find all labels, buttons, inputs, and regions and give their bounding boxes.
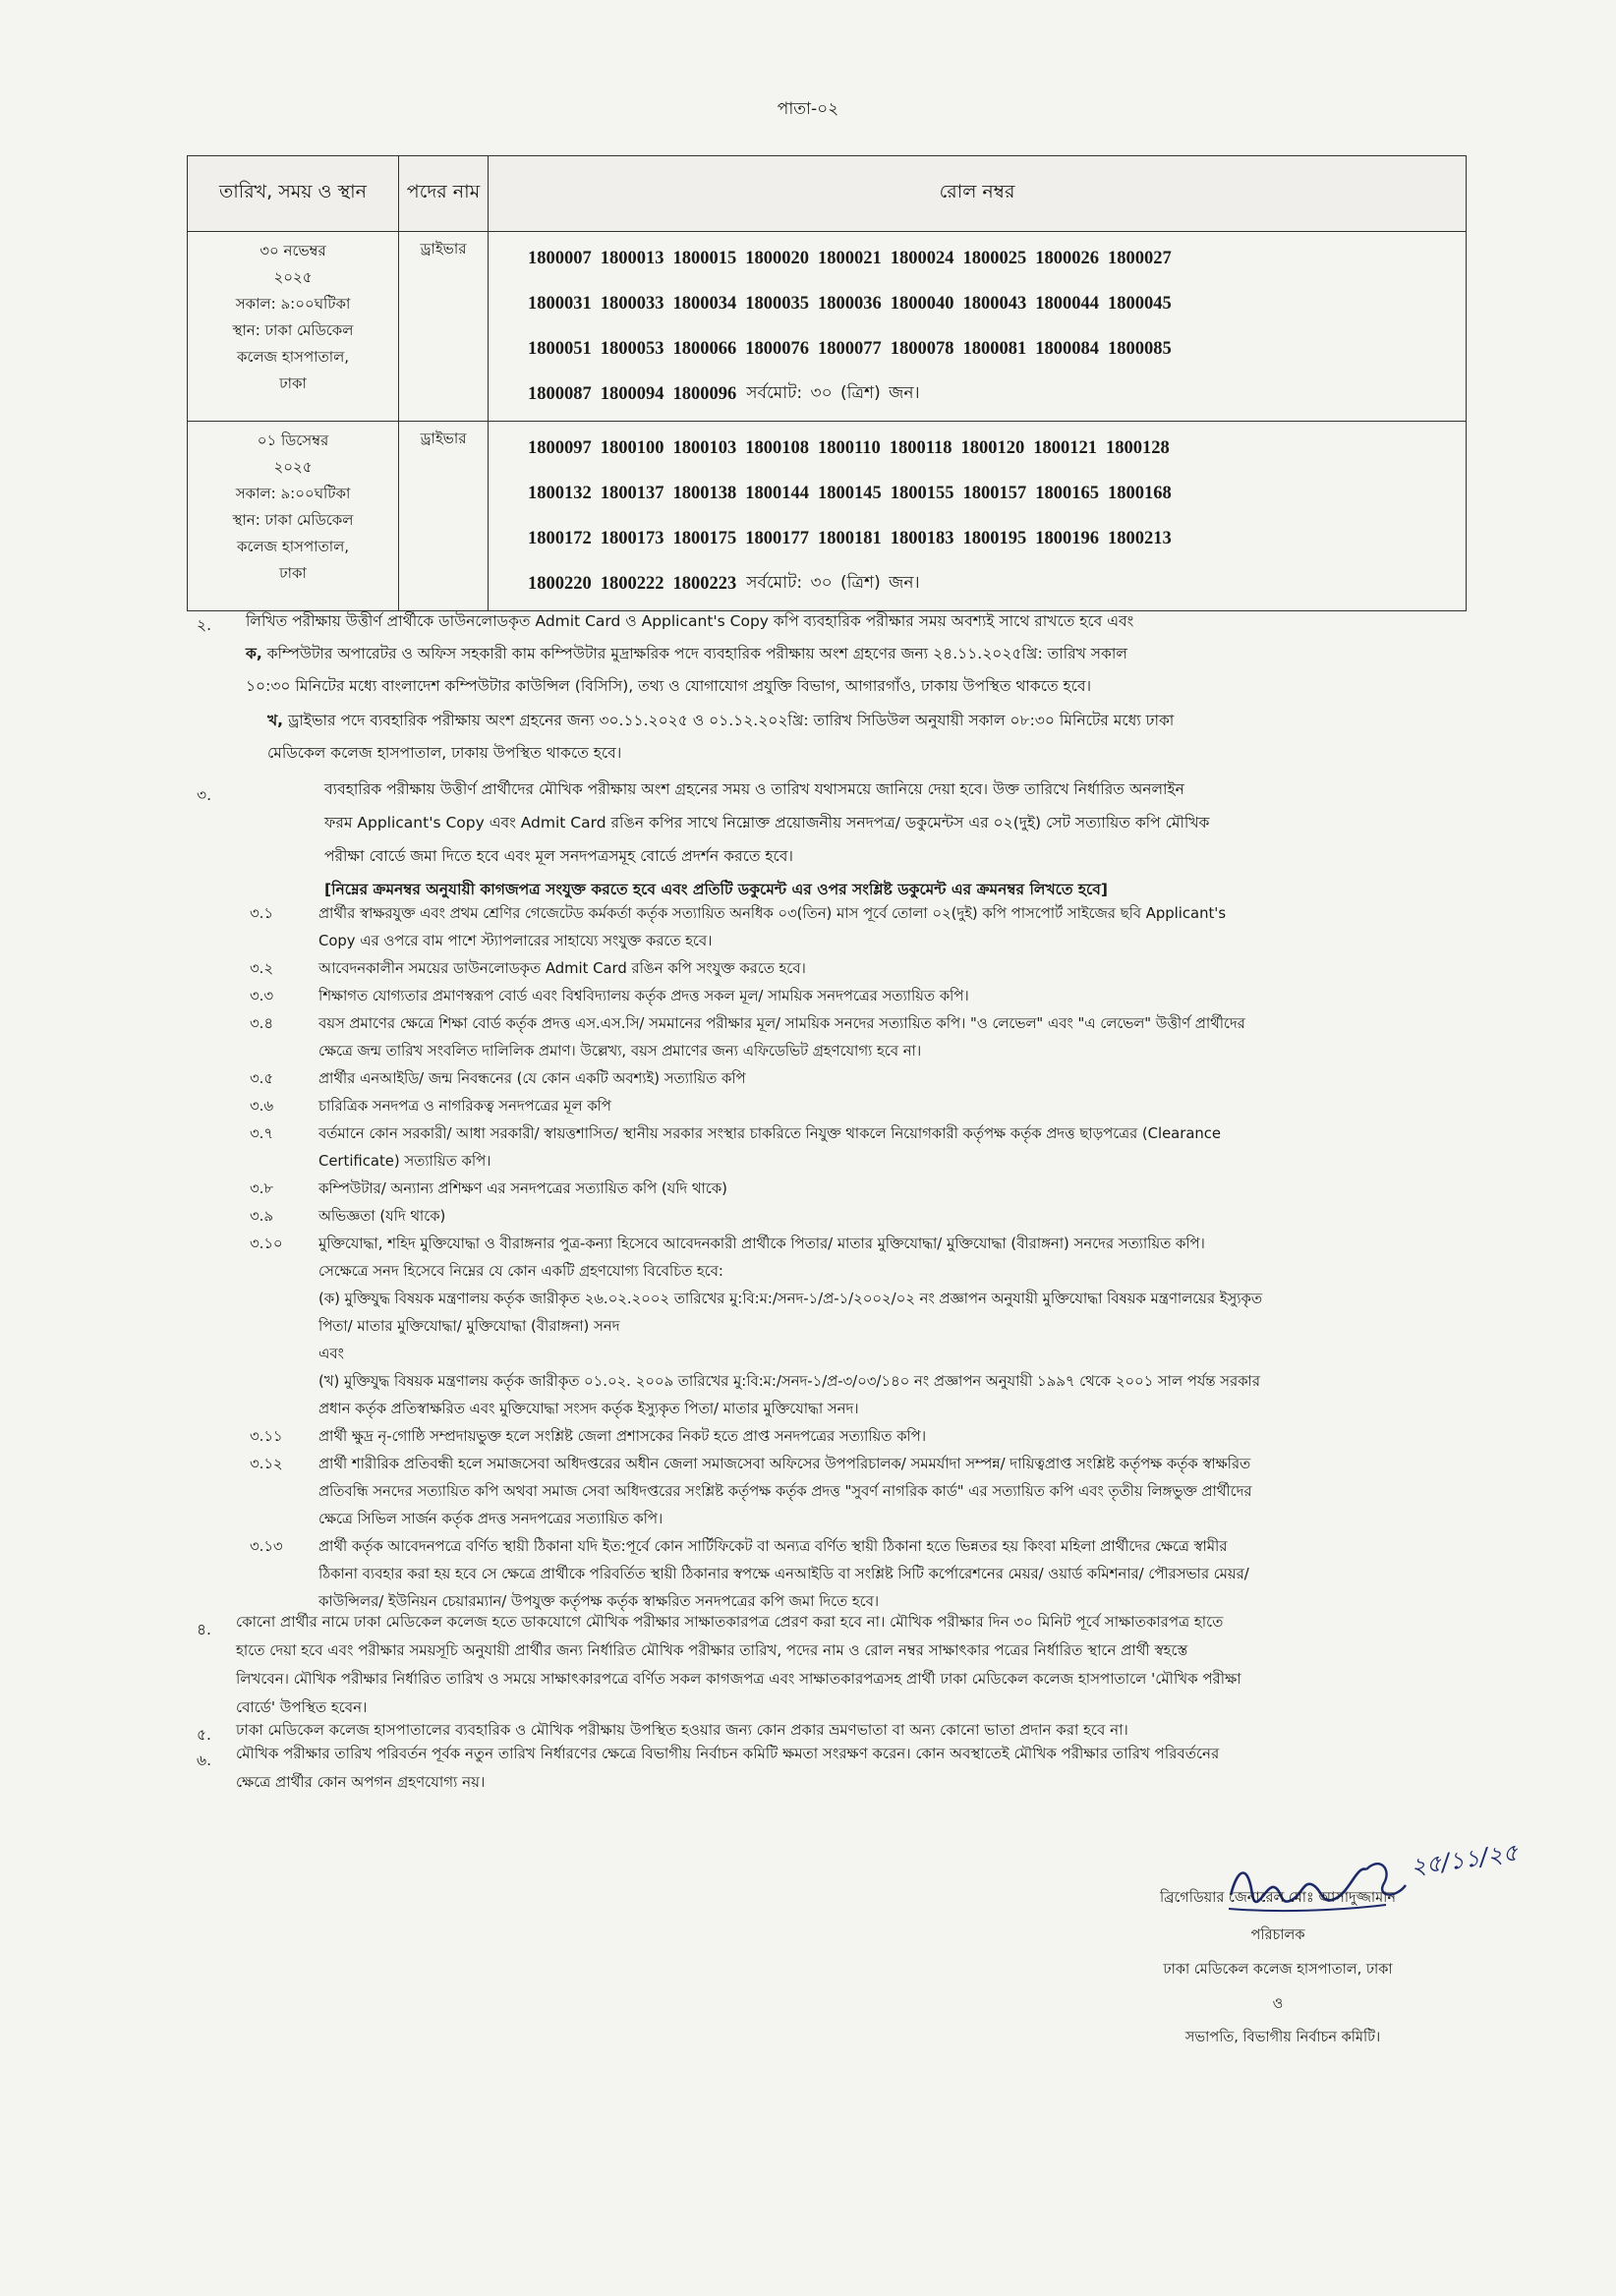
roll-number: 1800103 bbox=[672, 437, 737, 458]
roll-line bbox=[528, 561, 1458, 606]
roll-number: 1800195 bbox=[962, 528, 1027, 548]
header-date-time-place: তারিখ, সময় ও স্থান bbox=[188, 156, 399, 232]
roll-number: 1800040 bbox=[890, 293, 954, 314]
date-line: ঢাকা bbox=[279, 564, 307, 582]
sub-item-number: ৩.৮ bbox=[250, 1180, 273, 1197]
roll-number: 1800027 bbox=[1108, 248, 1172, 268]
roll-number: 1800137 bbox=[600, 483, 664, 503]
roll-line bbox=[528, 471, 1458, 516]
item-3 bbox=[324, 773, 1489, 906]
roll-number: 1800036 bbox=[818, 293, 882, 314]
sub-item-line: ক্ষেত্রে জন্ম তারিখ সংবলিত দালিলিক প্রমাণ। উল্লেখ্য, বয়স প্রমাণের জন্য এফিডেভিট গ্রহণযোগ্য হবে না। bbox=[318, 1043, 922, 1060]
sub-item-line: চারিত্রিক সনদপত্র ও নাগরিকত্ব সনদপত্রের মূল কপি bbox=[318, 1098, 611, 1115]
sub-item-text bbox=[318, 1231, 1490, 1423]
sub-item-text bbox=[318, 1451, 1490, 1533]
item-2-kha-line-2: মেডিকেল কলেজ হাসপাতাল, ঢাকায় উপস্থিত থাকতে হবে। bbox=[267, 744, 622, 762]
date-line: ৩০ নভেম্বর bbox=[260, 242, 326, 259]
roll-line bbox=[528, 281, 1458, 326]
sub-item-number: ৩.১০ bbox=[250, 1235, 283, 1252]
item-4-line-3: লিখবেন। মৌখিক পরীক্ষার নির্ধারিত তারিখ ও সময়ে সাক্ষাৎকারপত্রে বর্ণিত সকল কাগজপত্র এবং সাক্ষাতকারপত্রসহ প্রার্থী ঢাকা মেডিকেল কলেজ হাসপাতালে 'মৌখিক পরীক্ষা bbox=[236, 1670, 1241, 1688]
sub-item-line: প্রতিবন্ধি সনদের সত্যায়িত কপি অথবা সমাজ সেবা অধিদপ্তরের সংশ্লিষ্ট কর্তৃপক্ষ কর্তৃক প্রদত্ত "সুবর্ণ নাগরিক কার্ড" এর সত্যায়িত কপি এবং তৃতীয় লিঙ্গভুক্ত প্রার্থীদের bbox=[318, 1483, 1252, 1500]
date-line: ২০২৫ bbox=[273, 268, 313, 286]
sub-item-line: প্রার্থীর স্বাক্ষরযুক্ত এবং প্রথম শ্রেণির গেজেটেড কর্মকর্তা কর্তৃক সত্যায়িত অনধিক ০৩(তিন) মাস পূর্বে তোলা ০২(দুই) কপি পাসপোর্ট সাইজের ছবি Applicant's bbox=[318, 905, 1227, 922]
post-name-cell: ড্রাইভার bbox=[399, 422, 489, 611]
roll-number: 1800021 bbox=[818, 248, 882, 268]
item-6-line-2: ক্ষেত্রে প্রার্থীর কোন অপগন গ্রহণযোগ্য নয়। bbox=[236, 1773, 486, 1791]
item-5-number: ৫. bbox=[197, 1726, 211, 1744]
sub-item-text bbox=[318, 1120, 1490, 1176]
roll-number: 1800222 bbox=[600, 573, 664, 594]
sub-item-line: ক্ষেত্রে সিভিল সার্জন কর্তৃক প্রদত্ত সনদপত্রের সত্যায়িত কপি। bbox=[318, 1511, 664, 1527]
sub-item-text bbox=[318, 900, 1490, 955]
roll-number: 1800007 bbox=[528, 248, 592, 268]
date-line: কলেজ হাসপাতাল, bbox=[236, 538, 350, 555]
date-line: স্থান: ঢাকা মেডিকেল bbox=[232, 321, 354, 339]
roll-line bbox=[528, 372, 1458, 417]
roll-number: 1800015 bbox=[672, 248, 737, 268]
handwritten-date: ২৫/১১/২৫ bbox=[1409, 1838, 1520, 1881]
sub-item bbox=[250, 1010, 1490, 1065]
roll-number: 1800034 bbox=[672, 293, 737, 314]
item-2-ka: ক, কম্পিউটার অপারেটর ও অফিস সহকারী কাম কম্পিউটার মুদ্রাক্ষরিক পদে ব্যবহারিক পরীক্ষায় অংশ গ্রহণের জন্য ২৪.১১.২০২৫খ্রি: তারিখ সকাল bbox=[246, 645, 1127, 662]
roll-number: 1800044 bbox=[1035, 293, 1099, 314]
sub-item bbox=[250, 1120, 1490, 1176]
sub-item bbox=[250, 1203, 1490, 1231]
roll-number: 1800081 bbox=[962, 338, 1027, 359]
item-2-ka-line-2: ১০:৩০ মিনিটের মধ্যে বাংলাদেশ কম্পিউটার কাউন্সিল (বিসিসি), তথ্য ও যোগাযোগ প্রযুক্তি বিভাগ, আগারগাঁও, ঢাকায় উপস্থিত থাকতে হবে। bbox=[246, 677, 1092, 695]
sub-item-line: বর্তমানে কোন সরকারী/ আধা সরকারী/ স্বায়ত্তশাসিত/ স্থানীয় সরকার সংস্থার চাকরিতে নিযুক্ত থাকলে নিয়োগকারী কর্তৃপক্ষ কর্তৃক প্রদত্ত ছাড়পত্রের (Clearance bbox=[318, 1125, 1222, 1142]
sub-item-number: ৩.১২ bbox=[250, 1456, 283, 1472]
roll-number: 1800051 bbox=[528, 338, 592, 359]
item-5: ঢাকা মেডিকেল কলেজ হাসপাতালের ব্যবহারিক ও মৌখিক পরীক্ষায় উপস্থিত হওয়ার জন্য কোন প্রকার ভ্রমণভাতা বা অন্য কোনো ভাতা প্রদান করা হবে না। bbox=[236, 1721, 1128, 1739]
sub-item-text bbox=[318, 1010, 1490, 1065]
roll-number: 1800085 bbox=[1108, 338, 1172, 359]
table-row bbox=[188, 422, 1467, 611]
roll-number: 1800097 bbox=[528, 437, 592, 458]
roll-number: 1800196 bbox=[1035, 528, 1099, 548]
sub-item-line: শিক্ষাগত যোগ্যতার প্রমাণস্বরূপ বোর্ড এবং বিশ্ববিদ্যালয় কর্তৃক প্রদত্ত সকল মূল/ সাময়িক সনদপত্রের সত্যায়িত কপি। bbox=[318, 988, 969, 1004]
roll-table bbox=[187, 155, 1467, 611]
sub-item-line: পিতা/ মাতার মুক্তিযোদ্ধা/ মুক্তিযোদ্ধা (বীরাঙ্গনা) সনদ bbox=[318, 1318, 620, 1335]
roll-number: 1800066 bbox=[672, 338, 737, 359]
sub-item-line: কাউন্সিলর/ ইউনিয়ন চেয়ারম্যান/ উপযুক্ত কর্তৃপক্ষ কর্তৃক স্বাক্ষরিত সনদপত্রের কপি জমা দিতে হবে। bbox=[318, 1593, 880, 1610]
sub-item-number: ৩.১ bbox=[250, 905, 273, 922]
item-3-number: ৩. bbox=[197, 786, 212, 804]
roll-number: 1800121 bbox=[1033, 437, 1097, 458]
signatory-title: পরিচালক bbox=[1250, 1927, 1305, 1943]
roll-number: 1800177 bbox=[745, 528, 809, 548]
roll-number: 1800172 bbox=[528, 528, 592, 548]
sub-item-line: Copy এর ওপরে বাম পাশে স্ট্যাপলারের সাহায্যে সংযুক্ত করতে হবে। bbox=[318, 933, 713, 949]
roll-number: 1800100 bbox=[600, 437, 664, 458]
item-3-sublist bbox=[250, 900, 1490, 1616]
roll-number: 1800087 bbox=[528, 383, 592, 404]
item-2-kha: খ, ড্রাইভার পদে ব্যবহারিক পরীক্ষায় অংশ গ্রহনের জন্য ৩০.১১.২০২৫ ও ০১.১২.২০২খ্রি: তারিখ সিডিউল অনুযায়ী সকাল ০৮:৩০ মিনিটের মধ্যে ঢাকা মেডিকেল কলেজ হাসপাতাল, ঢাকায় উপস্থিত থাকতে হবে। bbox=[267, 705, 1486, 770]
item-4-line-1: কোনো প্রার্থীর নামে ঢাকা মেডিকেল কলেজ হতে ডাকযোগে মৌখিক পরীক্ষার সাক্ষাতকারপত্র প্রেরণ করা হবে না। মৌখিক পরীক্ষার দিন ৩০ মিনিট পূর্বে সাক্ষাতকারপত্র হাতে bbox=[236, 1613, 1224, 1631]
sub-item-text bbox=[318, 1423, 1490, 1451]
roll-line bbox=[528, 426, 1458, 471]
roll-number: 1800173 bbox=[600, 528, 664, 548]
signatory-committee: সভাপতি, বিভাগীয় নির্বাচন কমিটি। bbox=[1184, 2030, 1381, 2045]
date-time-place-cell bbox=[188, 232, 399, 422]
sub-item bbox=[250, 1093, 1490, 1120]
roll-number: 1800128 bbox=[1105, 437, 1170, 458]
roll-line bbox=[528, 516, 1458, 561]
signatory-conj: ও bbox=[1272, 1996, 1284, 2012]
roll-number: 1800223 bbox=[672, 573, 737, 594]
roll-numbers-cell bbox=[489, 422, 1467, 611]
sub-item-number: ৩.৯ bbox=[250, 1208, 273, 1225]
signatory-name: ব্রিগেডিয়ার জেনারেল মোঃ আসাদুজ্জামান bbox=[1160, 1890, 1396, 1906]
roll-number: 1800025 bbox=[962, 248, 1027, 268]
sub-item-line: অভিজ্ঞতা (যদি থাকে) bbox=[318, 1208, 446, 1225]
sub-item-number: ৩.৪ bbox=[250, 1015, 273, 1032]
sub-item bbox=[250, 1451, 1490, 1533]
item-2 bbox=[246, 605, 1484, 703]
roll-line bbox=[528, 326, 1458, 372]
sub-item-text bbox=[318, 983, 1490, 1010]
item-4-line-2: হাতে দেয়া হবে এবং পরীক্ষার সময়সূচি অনুযায়ী প্রার্থীর জন্য নির্ধারিত মৌখিক পরীক্ষার তারিখ, পদের নাম ও রোল নম্বর সাক্ষাৎকার পত্রের নির্ধারিত স্থানে প্রার্থী স্বহস্তে bbox=[236, 1641, 1188, 1659]
item-3-line-2: ফরম Applicant's Copy এবং Admit Card রঙিন কপির সাথে নিম্নোক্ত প্রয়োজনীয় সনদপত্র/ ডকুমেন্টস এর ০২(দুই) সেট সত্যায়িত কপি মৌখিক bbox=[324, 814, 1210, 832]
sub-item-line: এবং bbox=[318, 1346, 344, 1362]
item-4-line-4: বোর্ডে' উপস্থিত হবেন। bbox=[236, 1698, 368, 1716]
sub-item-line: (খ) মুক্তিযুদ্ধ বিষয়ক মন্ত্রণালয় কর্তৃক জারীকৃত ০১.০২. ২০০৯ তারিখের মু:বি:ম:/সনদ-১/প্র-৩/০৩/১৪০ নং প্রজ্ঞাপন অনুযায়ী ১৯৯৭ থেকে ২০০১ সাল পর্যন্ত সরকার bbox=[318, 1373, 1260, 1390]
sub-item-text bbox=[318, 1203, 1490, 1231]
roll-number: 1800077 bbox=[818, 338, 882, 359]
roll-number: 1800053 bbox=[600, 338, 664, 359]
roll-number: 1800035 bbox=[745, 293, 809, 314]
sub-item-number: ৩.১৩ bbox=[250, 1538, 283, 1555]
item-2-number: ২. bbox=[197, 616, 212, 634]
date-line: ২০২৫ bbox=[273, 458, 313, 476]
date-line: ০১ ডিসেম্বর bbox=[257, 431, 329, 449]
table-row bbox=[188, 232, 1467, 422]
sub-item bbox=[250, 1423, 1490, 1451]
roll-number: 1800181 bbox=[818, 528, 882, 548]
roll-number: 1800168 bbox=[1108, 483, 1172, 503]
sub-item-line: সেক্ষেত্রে সনদ হিসেবে নিম্নের যে কোন একটি গ্রহণযোগ্য বিবেচিত হবে: bbox=[318, 1263, 723, 1280]
date-line: ঢাকা bbox=[279, 374, 307, 392]
sub-item-line: প্রধান কর্তৃক প্রতিস্বাক্ষরিত এবং মুক্তিযোদ্ধা সংসদ কর্তৃক ইস্যুকৃত পিতা/ মাতার মুক্তিযোদ্ধা সনদ। bbox=[318, 1401, 859, 1417]
item-6-number: ৬. bbox=[197, 1751, 212, 1769]
sub-item-number: ৩.৬ bbox=[250, 1098, 273, 1115]
roll-numbers-cell bbox=[489, 232, 1467, 422]
roll-number: 1800084 bbox=[1035, 338, 1099, 359]
date-line: কলেজ হাসপাতাল, bbox=[236, 348, 350, 366]
date-time-place-cell bbox=[188, 422, 399, 611]
roll-number: 1800043 bbox=[962, 293, 1027, 314]
sub-item-line: (ক) মুক্তিযুদ্ধ বিষয়ক মন্ত্রণালয় কর্তৃক জারীকৃত ২৬.০২.২০০২ তারিখের মু:বি:ম:/সনদ-১/প্র-১/২০০২/০২ নং প্রজ্ঞাপন অনুযায়ী মুক্তিযোদ্ধা বিষয়ক মন্ত্রণালয়ের ইস্যুকৃত bbox=[318, 1291, 1262, 1307]
roll-number: 1800157 bbox=[962, 483, 1027, 503]
item-4 bbox=[236, 1608, 1486, 1722]
sub-item bbox=[250, 983, 1490, 1010]
sub-item-text bbox=[318, 1533, 1490, 1616]
sub-item bbox=[250, 900, 1490, 955]
sub-item bbox=[250, 1231, 1490, 1423]
header-roll-no: রোল নম্বর bbox=[489, 156, 1467, 232]
sub-item-line: Certificate) সত্যায়িত কপি। bbox=[318, 1153, 491, 1170]
roll-number: 1800120 bbox=[960, 437, 1025, 458]
sub-item-line: ঠিকানা ব্যবহার করা হয় হবে সে ক্ষেত্রে প্রার্থীকে পরিবর্তিত স্থায়ী ঠিকানার স্বপক্ষে এনআইডি বা সংশ্লিষ্ট সিটি কর্পোরেশনের মেয়র/ ওয়ার্ড কমিশনার/ পৌরসভার মেয়র/ bbox=[318, 1566, 1249, 1582]
sub-item-text bbox=[318, 955, 1490, 983]
sub-item bbox=[250, 1533, 1490, 1616]
roll-number: 1800183 bbox=[890, 528, 954, 548]
sub-item-number: ৩.১১ bbox=[250, 1428, 283, 1445]
roll-number: 1800078 bbox=[890, 338, 954, 359]
roll-number: 1800118 bbox=[889, 437, 952, 458]
sub-item bbox=[250, 955, 1490, 983]
sub-item-text bbox=[318, 1093, 1490, 1120]
sub-item-line: বয়স প্রমাণের ক্ষেত্রে শিক্ষা বোর্ড কর্তৃক প্রদত্ত এস.এস.সি/ সমমানের পরীক্ষার মূল/ সাময়িক সনদের সত্যায়িত কপি। "ও লেভেল" এবং "এ লেভেল" উত্তীর্ণ প্রার্থীদের bbox=[318, 1015, 1245, 1032]
total-count: সর্বমোট: ৩০ (ত্রিশ) জন। bbox=[746, 573, 920, 593]
sub-item-line: প্রার্থী কর্তৃক আবেদনপত্রে বর্ণিত স্থায়ী ঠিকানা যদি ইত:পূর্বে কোন সার্টিফিকেট বা অন্যত্র বর্ণিত স্থায়ী ঠিকানা হতে ভিন্নতর হয় কিংবা মহিলা প্রার্থীদের ক্ষেত্রে স্বামীর bbox=[318, 1538, 1228, 1555]
roll-number: 1800220 bbox=[528, 573, 592, 594]
roll-number: 1800026 bbox=[1035, 248, 1099, 268]
sub-item-number: ৩.৭ bbox=[250, 1125, 273, 1142]
date-line: স্থান: ঢাকা মেডিকেল bbox=[232, 511, 354, 529]
roll-number: 1800138 bbox=[672, 483, 737, 503]
roll-number: 1800020 bbox=[745, 248, 809, 268]
sub-item bbox=[250, 1065, 1490, 1093]
roll-number: 1800024 bbox=[890, 248, 954, 268]
post-name-cell: ড্রাইভার bbox=[399, 232, 489, 422]
page-number: পাতা-০২ bbox=[777, 99, 839, 119]
roll-number: 1800108 bbox=[745, 437, 809, 458]
roll-number: 1800110 bbox=[818, 437, 881, 458]
sub-item-line: প্রার্থী ক্ষুদ্র নৃ-গোষ্ঠি সম্প্রদায়ভুক্ত হলে সংশ্লিষ্ট জেলা প্রশাসকের নিকট হতে প্রাপ্ত সনদপত্রের সত্যায়িত কপি। bbox=[318, 1428, 926, 1445]
item-6-line-1: মৌখিক পরীক্ষার তারিখ পরিবর্তন পূর্বক নতুন তারিখ নির্ধারণের ক্ষেত্রে বিভাগীয় নির্বাচন কমিটি ক্ষমতা সংরক্ষণ করেন। কোন অবস্থাতেই মৌখিক পরীক্ষার তারিখ পরিবর্তনের bbox=[236, 1745, 1220, 1762]
item-6 bbox=[236, 1740, 1486, 1797]
header-post-name: পদের নাম bbox=[399, 156, 489, 232]
item-3-instruction: [নিম্নের ক্রমনম্বর অনুযায়ী কাগজপত্র সংযুক্ত করতে হবে এবং প্রতিটি ডকুমেন্ট এর ওপর সংশ্লিষ্ট ডকুমেন্ট এর ক্রমনম্বর লিখতে হবে] bbox=[324, 881, 1108, 898]
roll-number: 1800132 bbox=[528, 483, 592, 503]
roll-number: 1800213 bbox=[1108, 528, 1172, 548]
roll-number: 1800155 bbox=[890, 483, 954, 503]
item-3-line-3: পরীক্ষা বোর্ডে জমা দিতে হবে এবং মূল সনদপত্রসমূহ বোর্ডে প্রদর্শন করতে হবে। bbox=[324, 847, 793, 865]
sub-item bbox=[250, 1176, 1490, 1203]
item-4-number: ৪. bbox=[197, 1621, 211, 1638]
date-line: সকাল: ৯:০০ঘটিকা bbox=[235, 295, 351, 313]
date-line: সকাল: ৯:০০ঘটিকা bbox=[235, 485, 351, 502]
sub-item-line: প্রার্থীর এনআইডি/ জন্ম নিবন্ধনের (যে কোন একটি অবশ্যই) সত্যায়িত কপি bbox=[318, 1070, 746, 1087]
sub-item-text bbox=[318, 1065, 1490, 1093]
total-count: সর্বমোট: ৩০ (ত্রিশ) জন। bbox=[746, 383, 920, 403]
item-3-line-1: ব্যবহারিক পরীক্ষায় উত্তীর্ণ প্রার্থীদের মৌখিক পরীক্ষায় অংশ গ্রহনের সময় ও তারিখ যথাসময়ে জানিয়ে দেয়া হবে। উক্ত তারিখে নির্ধারিত অনলাইন bbox=[324, 780, 1184, 798]
roll-number: 1800013 bbox=[600, 248, 664, 268]
sub-item-line: মুক্তিযোদ্ধা, শহিদ মুক্তিযোদ্ধা ও বীরাঙ্গনার পুত্র-কন্যা হিসেবে আবেদনকারী প্রার্থীকে পিতার/ মাতার মুক্তিযোদ্ধা/ মুক্তিযোদ্ধা (বীরাঙ্গনা) সনদের সত্যায়িত কপি। bbox=[318, 1235, 1205, 1252]
sub-item-line: কম্পিউটার/ অন্যান্য প্রশিক্ষণ এর সনদপত্রের সত্যায়িত কপি (যদি থাকে) bbox=[318, 1180, 727, 1197]
roll-number: 1800096 bbox=[672, 383, 737, 404]
roll-number: 1800094 bbox=[600, 383, 664, 404]
roll-number: 1800175 bbox=[672, 528, 737, 548]
signatory-org: ঢাকা মেডিকেল কলেজ হাসপাতাল, ঢাকা bbox=[1163, 1962, 1393, 1978]
sub-item-number: ৩.২ bbox=[250, 960, 273, 977]
roll-number: 1800031 bbox=[528, 293, 592, 314]
roll-number: 1800033 bbox=[600, 293, 664, 314]
sub-item-number: ৩.৩ bbox=[250, 988, 273, 1004]
sub-item-line: প্রার্থী শারীরিক প্রতিবন্ধী হলে সমাজসেবা অধিদপ্তরের অধীন জেলা সমাজসেবা অফিসের উপপরিচালক/ সমমর্যাদা সম্পন্ন/ দায়িত্বপ্রাপ্ত সংশ্লিষ্ট কর্তৃপক্ষ কর্তৃক স্বাক্ষরিত bbox=[318, 1456, 1251, 1472]
roll-number: 1800165 bbox=[1035, 483, 1099, 503]
sub-item-number: ৩.৫ bbox=[250, 1070, 273, 1087]
roll-line bbox=[528, 236, 1458, 281]
roll-number: 1800076 bbox=[745, 338, 809, 359]
sub-item-text bbox=[318, 1176, 1490, 1203]
roll-number: 1800144 bbox=[745, 483, 809, 503]
item-2-line-1: লিখিত পরীক্ষায় উত্তীর্ণ প্রার্থীকে ডাউনলোডকৃত Admit Card ও Applicant's Copy কপি ব্যবহারিক পরীক্ষার সময় অবশ্যই সাথে রাখতে হবে এবং bbox=[246, 612, 1134, 630]
roll-number: 1800045 bbox=[1108, 293, 1172, 314]
sub-item-line: আবেদনকালীন সময়ের ডাউনলোডকৃত Admit Card রঙিন কপি সংযুক্ত করতে হবে। bbox=[318, 960, 806, 977]
roll-number: 1800145 bbox=[818, 483, 882, 503]
